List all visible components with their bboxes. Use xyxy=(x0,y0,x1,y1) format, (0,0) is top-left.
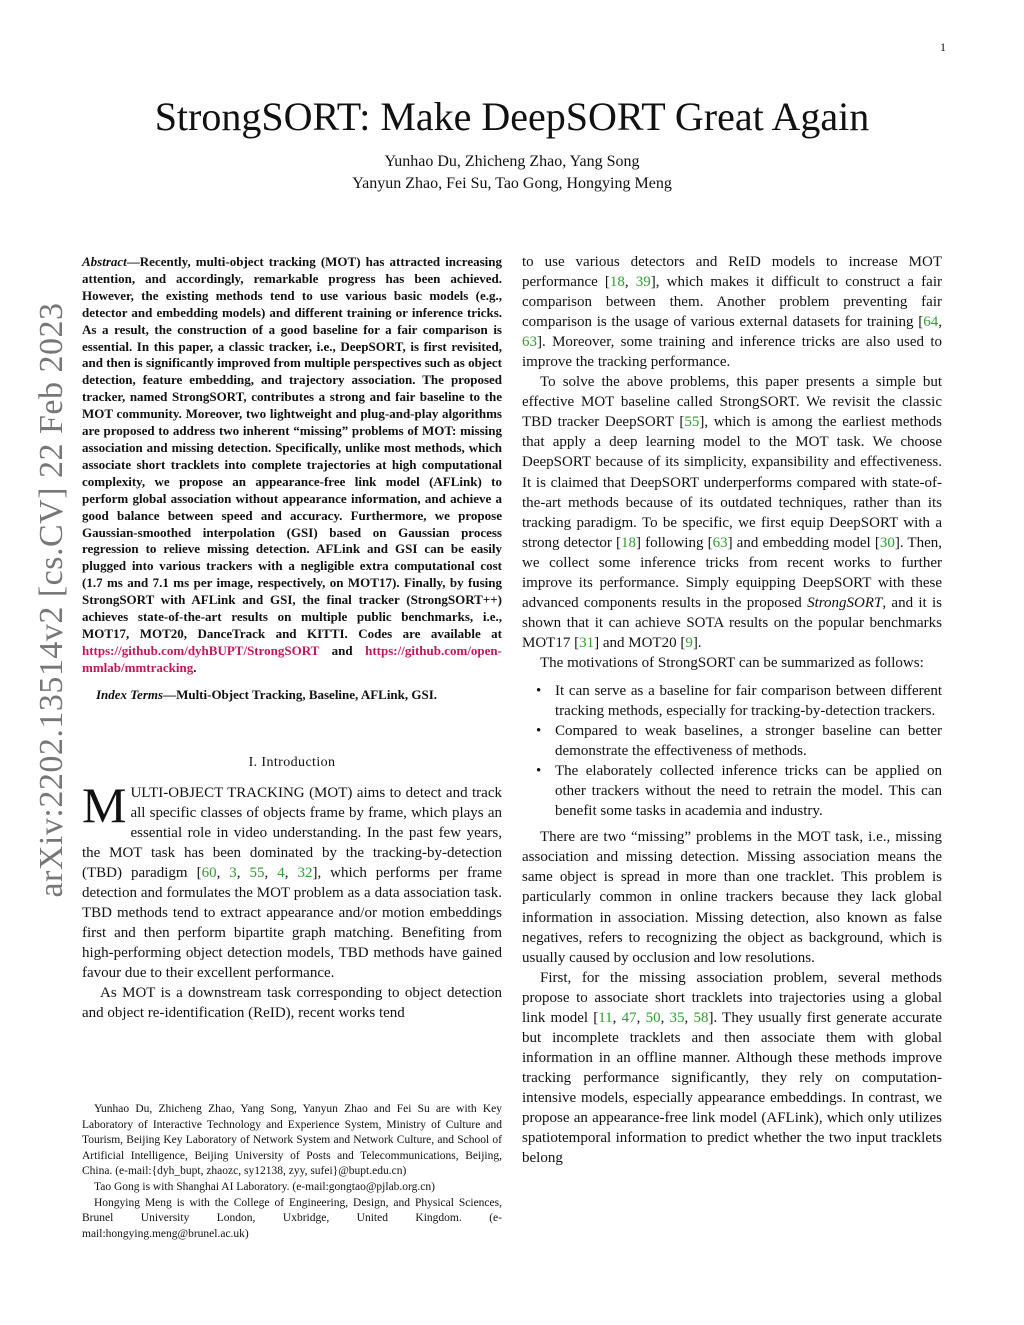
right-paragraph-3: The motivations of StrongSORT can be summarized as follows: xyxy=(540,654,924,671)
intro-text: ULTI-OBJECT TRACKING (MOT) aims to detect and track all specific classes of objects frame by frame, which plays an essential role in video understanding. In the past few years, the MOT task has been dominated by the tracking-by-detection (TBD) paradigm [ xyxy=(82,784,502,881)
citation[interactable]: 9 xyxy=(685,634,693,651)
code-link-strongsort[interactable]: https://github.com/dyhBUPT/StrongSORT xyxy=(82,642,320,658)
author-list xyxy=(80,151,944,195)
left-column xyxy=(82,254,502,1023)
body-text: ]. Moreover, some training and inference tricks are also used to improve the tracking performance. xyxy=(522,334,942,371)
citation[interactable]: 35 xyxy=(669,1009,685,1026)
citation[interactable]: 55 xyxy=(684,414,700,431)
body-text: , and it is shown that it can achieve SOTA results on the popular benchmarks MOT17 [ xyxy=(522,594,943,651)
abstract-end: . xyxy=(193,659,197,675)
footnote-affiliation-bupt: Yunhao Du, Zhicheng Zhao, Yang Song, Yanyun Zhao and Fei Su are with Key Laboratory of Interactive Technology and Experience System, Ministry of Culture and Tourism, Beijing Key Laboratory of Network System and Network Culture, and School of Artificial Intelligence, Beijing University of Posts and Telecommunications, Beijing, China. (e-mail:{dyh_bupt, zhaozc, sy12138, zyy, sufei}@bupt.edu.cn) xyxy=(82,1103,502,1178)
body-text: ]. xyxy=(692,634,702,651)
citation[interactable]: 55 xyxy=(249,864,265,881)
body-text: to use various detectors and ReID models to increase MOT performance [ xyxy=(522,254,942,291)
citation-sep: , xyxy=(684,1009,694,1026)
list-item-text: The elaborately collected inference tricks can be applied on other trackers without the need to retrain the model. This can benefit some tasks in academia and industry. xyxy=(555,763,942,820)
arxiv-stamp: arXiv:2202.13514v2 [cs.CV] 22 Feb 2023 xyxy=(33,302,70,898)
intro-paragraph-1 xyxy=(82,776,502,983)
abstract-text: —Recently, multi-object tracking (MOT) has attracted increasing attention, and accordingly, remarkable progress has been achieved. However, the existing methods tend to use various basic models (e.g., detector and embedding models) and different training or inference tricks. As a result, the construction of a good baseline for a fair comparison is essential. In this paper, a classic tracker, i.e., DeepSORT, is first revisited, and then is significantly improved from multiple perspectives such as object detection, feature embedding, and trajectory association. The proposed tracker, named StrongSORT, contributes a strong and fair baseline to the MOT community. Moreover, two lightweight and plug-and-play algorithms are proposed to address two inherent “missing” problems of MOT: missing association and missing detection. Specifically, unlike most methods, which associate short tracklets into complete trajectories at high computational complexity, we propose an appearance-free link model (AFLink) to perform global association without appearance information, and achieve a good balance between speed and accuracy. Furthermore, we propose Gaussian-smoothed interpolation (GSI) based on Gaussian process regression to relieve missing detection. AFLink and GSI can be easily plugged into various trackers with a negligible extra computational cost (1.7 ms and 7.1 ms per image, respectively, on MOT17). Finally, by fusing StrongSORT with AFLink and GSI, the final tracker (StrongSORT++) achieves state-of-the-art results on multiple public benchmarks, i.e., MOT17, MOT20, DanceTrack and KITTI. Codes are available at xyxy=(82,254,502,641)
citation-sep: , xyxy=(284,864,298,881)
right-paragraph-1 xyxy=(522,252,942,372)
code-link-mmtracking[interactable]: https://github.com/open-mmlab/mmtracking xyxy=(82,642,502,675)
citation-sep: , xyxy=(624,274,636,291)
citation[interactable]: 11 xyxy=(598,1009,613,1026)
list-item-text: It can serve as a baseline for fair comparison between different tracking methods, especially for tracking-by-detection trackers. xyxy=(555,682,942,720)
intro-text: ], which performs per frame detection and formulates the MOT problem as a data association task. TBD methods tend to extract appearance and/or motion embeddings first and then perform bipartite graph matching. Benefiting from high-performing object detection models, TBD methods have gained favour due to their excellent performance. xyxy=(82,864,502,982)
index-terms-lead: Index Terms xyxy=(96,686,164,702)
body-text: To solve the above problems, this paper presents a simple but effective MOT baseline called StrongSORT. We revisit the classic TBD tracker DeepSORT [ xyxy=(522,374,942,431)
citation[interactable]: 31 xyxy=(579,634,595,651)
body-text: ]. They usually first generate accurate but incomplete tracklets and then associate them with global information in an offline manner. Although these methods improve tracking performance significantly, they rely on computation-intensive models, especially appearance embeddings. In contrast, we propose an appearance-free link model (AFLink), which only utilizes spatiotemporal information to predict whether the two input tracklets belong xyxy=(522,1009,943,1167)
list-item xyxy=(536,681,942,721)
author-line-1: Yunhao Du, Zhicheng Zhao, Yang Song xyxy=(384,153,640,170)
right-paragraph-5 xyxy=(522,968,942,1168)
index-terms-text: —Multi-Object Tracking, Baseline, AFLink, GSI. xyxy=(163,686,438,702)
body-text: ] following [ xyxy=(636,534,713,551)
citation-sep: , xyxy=(660,1009,670,1026)
citation[interactable]: 18 xyxy=(621,534,637,551)
citation[interactable]: 18 xyxy=(609,274,625,291)
index-terms xyxy=(96,686,502,703)
footnotes xyxy=(82,1102,502,1242)
motivation-list xyxy=(522,681,942,821)
body-text: ] and embedding model [ xyxy=(727,534,880,551)
citation[interactable]: 64 xyxy=(923,314,939,331)
citation[interactable]: 47 xyxy=(621,1009,637,1026)
body-text: ], which is among the earliest methods that apply a deep learning model to the MOT task. We choose DeepSORT because of its simplicity, expansibility and effectiveness. It is claimed that DeepSORT underperforms compared with state-of-the-art methods because of its outdated techniques, rather than its tracking paradigm. To be specific, we first equip DeepSORT with a strong detector [ xyxy=(522,414,942,551)
section-heading-introduction: I. Introduction xyxy=(248,754,336,770)
paper-title: StrongSORT: Make DeepSORT Great Again xyxy=(154,94,870,139)
list-item-text: Compared to weak baselines, a stronger baseline can better demonstrate the effectiveness of methods. xyxy=(555,723,942,760)
body-text: ], which makes it difficult to construct a fair comparison between them. Another problem preventing fair comparison is the usage of various external datasets for training [ xyxy=(522,274,942,331)
emphasis-strongsort: StrongSORT xyxy=(807,594,883,611)
citation[interactable]: 58 xyxy=(693,1009,709,1026)
citation[interactable]: 63 xyxy=(522,334,537,351)
body-text: First, for the missing association problem, several methods propose to associate short tracklets into trajectories using a global link model [ xyxy=(522,969,942,1026)
author-line-2: Yanyun Zhao, Fei Su, Tao Gong, Hongying Meng xyxy=(352,175,672,192)
page-number: 1 xyxy=(940,40,946,54)
citation-sep: , xyxy=(236,864,250,881)
citation-sep: , xyxy=(938,314,942,331)
bullet-glyph: • xyxy=(536,682,542,699)
citation[interactable]: 32 xyxy=(297,864,313,881)
citation-sep: , xyxy=(636,1009,646,1026)
bullet-glyph: • xyxy=(536,763,542,780)
abstract-and: and xyxy=(319,642,366,658)
citation[interactable]: 60 xyxy=(201,864,217,881)
citation[interactable]: 63 xyxy=(712,534,728,551)
right-paragraph-2 xyxy=(522,372,942,653)
intro-paragraph-2: As MOT is a downstream task corresponding to object detection and object re-identification (ReID), recent works tend xyxy=(82,985,502,1022)
right-paragraph-4: There are two “missing” problems in the MOT task, i.e., missing association and missing detection. Missing association means the same object is spread in more than one tracklet. This problem is particularly common in online trackers because they lack global information in association. Missing detection, also known as false negatives, refers to recognizing the object as background, which is usually caused by occlusion and low resolutions. xyxy=(522,829,942,966)
citation-sep: , xyxy=(264,864,278,881)
right-column xyxy=(522,252,942,1168)
abstract xyxy=(82,254,502,677)
citation[interactable]: 30 xyxy=(879,534,895,551)
body-text: ]. Then, we collect some inference tricks from recent works to further improve its performance. Simply equipping DeepSORT with these advanced components results in the proposed xyxy=(522,534,942,611)
list-item xyxy=(536,721,942,761)
body-text: ] and MOT20 [ xyxy=(594,634,686,651)
bullet-glyph: • xyxy=(536,723,542,740)
footnote-affiliation-brunel: Hongying Meng is with the College of Engineering, Design, and Physical Sciences, Brunel University London, Uxbridge, United Kingdom. (e-mail:hongying.meng@brunel.ac.uk) xyxy=(82,1196,502,1240)
citation-sep: , xyxy=(612,1009,622,1026)
citation[interactable]: 3 xyxy=(229,864,237,881)
citation[interactable]: 50 xyxy=(645,1009,661,1026)
drop-cap: M xyxy=(82,776,127,833)
abstract-lead: Abstract xyxy=(82,254,127,269)
citation[interactable]: 39 xyxy=(635,274,651,291)
citation[interactable]: 4 xyxy=(277,864,285,881)
citation-sep: , xyxy=(216,864,230,881)
footnote-affiliation-shanghai-ai-lab: Tao Gong is with Shanghai AI Laboratory. (e-mail:gongtao@pjlab.org.cn) xyxy=(94,1180,435,1193)
list-item xyxy=(536,761,942,821)
